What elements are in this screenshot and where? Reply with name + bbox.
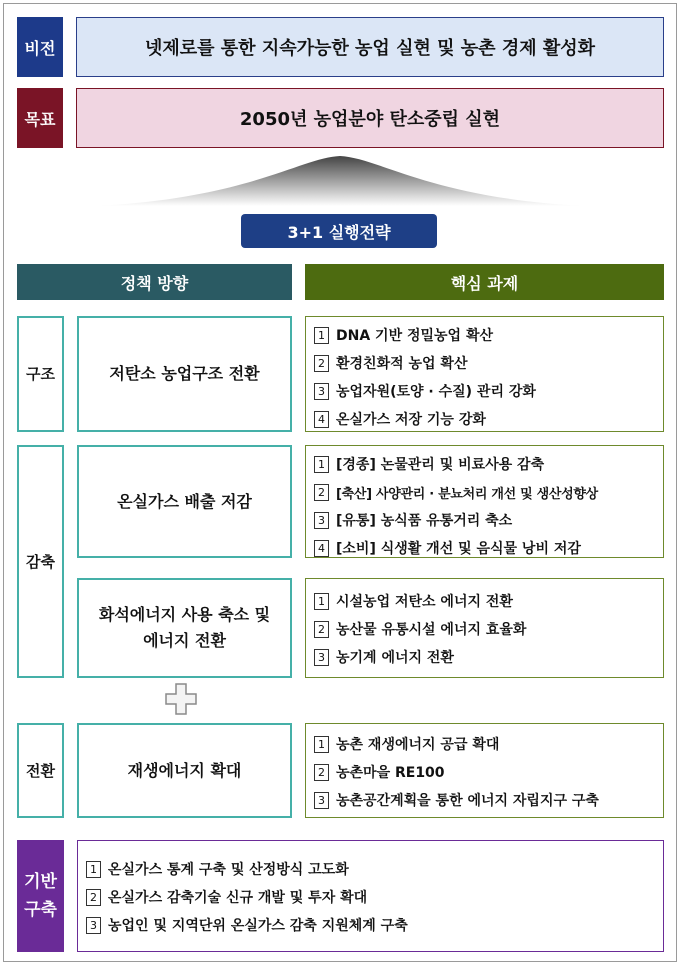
task-item bbox=[86, 911, 663, 939]
task-number: 2 bbox=[314, 484, 329, 501]
task-text: 농촌공간계획을 통한 에너지 자립지구 구축 bbox=[336, 793, 599, 809]
task-number: 3 bbox=[314, 792, 329, 809]
foundation-tasks bbox=[77, 840, 664, 952]
task-text: 농업자원(토양 · 수질) 관리 강화 bbox=[336, 384, 536, 400]
task-number: 3 bbox=[314, 383, 329, 400]
task-text: 농기계 에너지 전환 bbox=[336, 650, 454, 666]
policy-renewable-energy: 재생에너지 확대 bbox=[77, 723, 292, 818]
task-number: 1 bbox=[314, 327, 329, 344]
task-item bbox=[314, 786, 663, 814]
task-item bbox=[86, 883, 663, 911]
policy-line: 에너지 전환 bbox=[143, 631, 226, 650]
task-text: [경종] 논물관리 및 비료사용 감축 bbox=[336, 457, 545, 473]
task-item bbox=[314, 534, 663, 562]
task-number: 4 bbox=[314, 411, 329, 428]
task-text: 온실가스 감축기술 신규 개발 및 투자 확대 bbox=[108, 890, 368, 906]
category-reduction: 감축 bbox=[17, 445, 64, 678]
task-number: 3 bbox=[314, 512, 329, 529]
policy-fossil-energy bbox=[77, 578, 292, 678]
task-number: 2 bbox=[314, 764, 329, 781]
task-item bbox=[314, 587, 663, 615]
task-item bbox=[314, 478, 663, 506]
task-item bbox=[314, 349, 663, 377]
foundation-label-line: 기반 bbox=[24, 872, 57, 892]
policy-line: 화석에너지 사용 축소 및 bbox=[98, 605, 271, 624]
strategy-title: 3+1 실행전략 bbox=[241, 214, 437, 248]
task-text: 농촌 재생에너지 공급 확대 bbox=[336, 737, 500, 753]
task-item bbox=[314, 506, 663, 534]
tasks-emission-reduction bbox=[305, 445, 664, 558]
goal-label: 목표 bbox=[17, 88, 63, 148]
task-text: [유통] 농식품 유통거리 축소 bbox=[336, 513, 513, 529]
task-text: 온실가스 저장 기능 강화 bbox=[336, 412, 486, 428]
foundation-label-line: 구축 bbox=[24, 900, 57, 920]
core-tasks-header: 핵심 과제 bbox=[305, 264, 664, 300]
task-item bbox=[314, 450, 663, 478]
policy-low-carbon-structure: 저탄소 농업구조 전환 bbox=[77, 316, 292, 432]
policy-emission-reduction: 온실가스 배출 저감 bbox=[77, 445, 292, 558]
task-item bbox=[314, 377, 663, 405]
task-text: 농산물 유통시설 에너지 효율화 bbox=[336, 622, 527, 638]
task-number: 1 bbox=[86, 861, 101, 878]
task-number: 1 bbox=[314, 456, 329, 473]
plus-icon bbox=[164, 682, 198, 716]
task-text: [소비] 식생활 개선 및 음식물 낭비 저감 bbox=[336, 541, 581, 557]
task-number: 2 bbox=[86, 889, 101, 906]
task-item bbox=[314, 405, 663, 433]
tasks-structure bbox=[305, 316, 664, 432]
task-text: 농촌마을 RE100 bbox=[336, 765, 445, 781]
task-item bbox=[314, 321, 663, 349]
task-text: 농업인 및 지역단위 온실가스 감축 지원체계 구축 bbox=[108, 918, 408, 934]
vision-label: 비전 bbox=[17, 17, 63, 77]
task-number: 4 bbox=[314, 540, 329, 557]
goal-banner: 2050년 농업분야 탄소중립 실현 bbox=[76, 88, 664, 148]
task-number: 3 bbox=[86, 917, 101, 934]
task-item bbox=[314, 643, 663, 671]
tasks-renewable-energy bbox=[305, 723, 664, 818]
foundation-label bbox=[17, 840, 64, 952]
category-structure: 구조 bbox=[17, 316, 64, 432]
vision-banner: 넷제로를 통한 지속가능한 농업 실현 및 농촌 경제 활성화 bbox=[76, 17, 664, 77]
task-text: [축산] 사양관리 · 분뇨처리 개선 및 생산성향상 bbox=[336, 486, 598, 502]
task-item bbox=[314, 730, 663, 758]
tasks-fossil-energy bbox=[305, 578, 664, 678]
task-item bbox=[314, 615, 663, 643]
task-number: 1 bbox=[314, 593, 329, 610]
task-number: 3 bbox=[314, 649, 329, 666]
task-item bbox=[314, 758, 663, 786]
task-number: 2 bbox=[314, 355, 329, 372]
task-text: 시설농업 저탄소 에너지 전환 bbox=[336, 594, 513, 610]
task-item bbox=[86, 855, 663, 883]
task-number: 1 bbox=[314, 736, 329, 753]
task-number: 2 bbox=[314, 621, 329, 638]
category-transition: 전환 bbox=[17, 723, 64, 818]
upward-mound-arrow bbox=[0, 150, 680, 210]
task-text: DNA 기반 정밀농업 확산 bbox=[336, 328, 493, 344]
task-text: 온실가스 통계 구축 및 산정방식 고도화 bbox=[108, 862, 349, 878]
policy-direction-header: 정책 방향 bbox=[17, 264, 292, 300]
task-text: 환경친화적 농업 확산 bbox=[336, 356, 468, 372]
